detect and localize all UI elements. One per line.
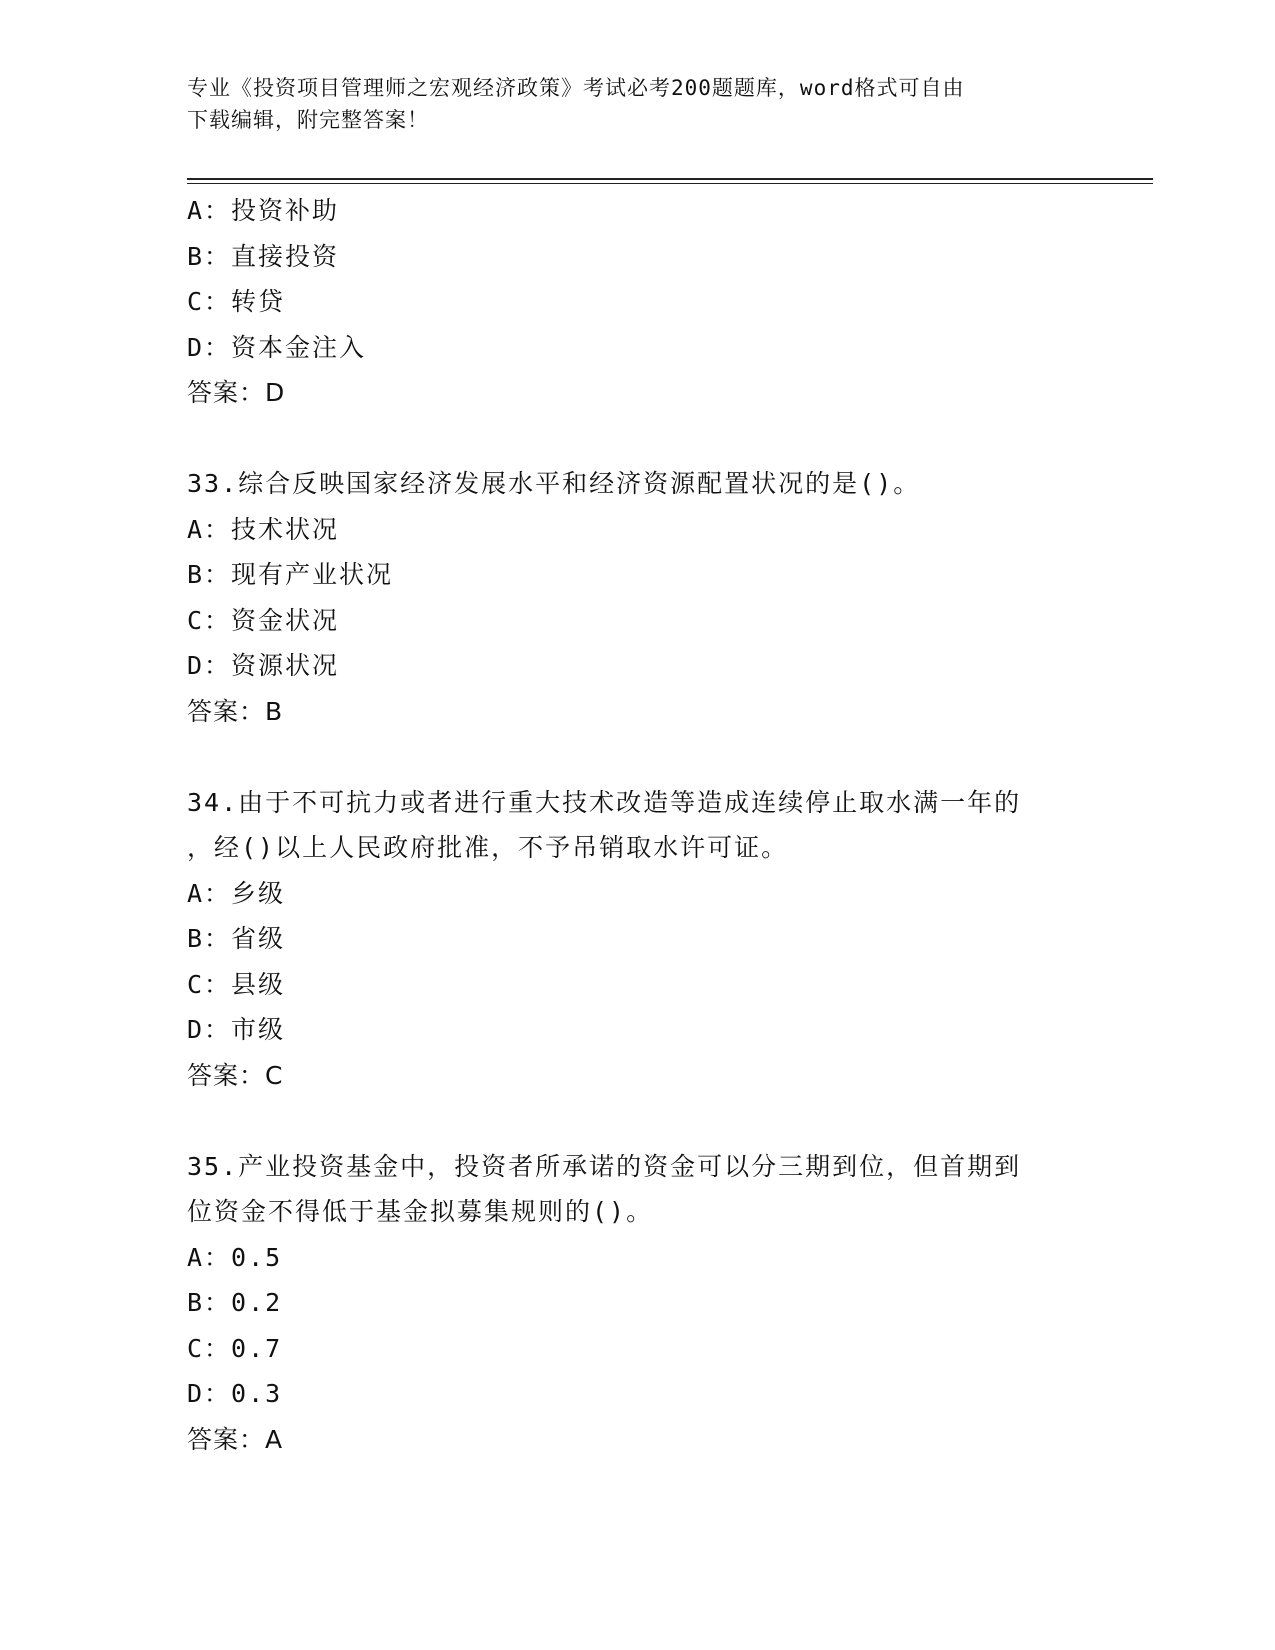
document-header bbox=[187, 72, 1067, 136]
question-text: 33.综合反映国家经济发展水平和经济资源配置状况的是()。 bbox=[187, 469, 921, 498]
option-c: C：0.7 bbox=[187, 1333, 283, 1363]
header-divider-thin bbox=[187, 183, 1153, 184]
question-list bbox=[187, 188, 1087, 1462]
header-divider-thick bbox=[187, 178, 1153, 180]
spacer bbox=[187, 1098, 1087, 1144]
spacer bbox=[187, 416, 1087, 462]
question-text-continued: 位资金不得低于基金拟募集规则的()。 bbox=[187, 1197, 654, 1226]
option-b: B：0.2 bbox=[187, 1288, 283, 1317]
question-text-continued: ，经()以上人民政府批准，不予吊销取水许可证。 bbox=[187, 833, 789, 862]
question-block-33 bbox=[187, 461, 1087, 734]
option-d: D：资本金注入 bbox=[187, 332, 367, 362]
option-d: D：资源状况 bbox=[187, 651, 340, 680]
question-text: 35.产业投资基金中，投资者所承诺的资金可以分三期到位，但首期到 bbox=[187, 1151, 1022, 1181]
answer-line: 答案：B bbox=[187, 696, 284, 726]
option-a: A：投资补助 bbox=[187, 196, 340, 225]
option-b: B：直接投资 bbox=[187, 241, 340, 271]
option-b: B：省级 bbox=[187, 924, 286, 953]
header-line-2: 下载编辑，附完整答案！ bbox=[187, 108, 429, 132]
spacer bbox=[187, 734, 1087, 780]
option-b: B：现有产业状况 bbox=[187, 560, 394, 589]
option-c: C：转贷 bbox=[187, 287, 286, 316]
question-block-34 bbox=[187, 780, 1087, 1099]
question-block-prev bbox=[187, 188, 1087, 416]
option-c: C：县级 bbox=[187, 969, 286, 999]
option-a: A：0.5 bbox=[187, 1242, 283, 1272]
answer-line: 答案：D bbox=[187, 378, 286, 407]
answer-line: 答案：C bbox=[187, 1060, 284, 1090]
option-d: D：0.3 bbox=[187, 1379, 283, 1408]
option-d: D：市级 bbox=[187, 1015, 286, 1044]
header-line-1: 专业《投资项目管理师之宏观经济政策》考试必考200题题库，word格式可自由 bbox=[187, 76, 965, 100]
option-c: C：资金状况 bbox=[187, 605, 340, 635]
option-a: A：乡级 bbox=[187, 878, 286, 908]
question-text: 34.由于不可抗力或者进行重大技术改造等造成连续停止取水满一年的 bbox=[187, 787, 1022, 817]
option-a: A：技术状况 bbox=[187, 514, 340, 544]
answer-line: 答案：A bbox=[187, 1424, 284, 1454]
question-block-35 bbox=[187, 1144, 1087, 1463]
